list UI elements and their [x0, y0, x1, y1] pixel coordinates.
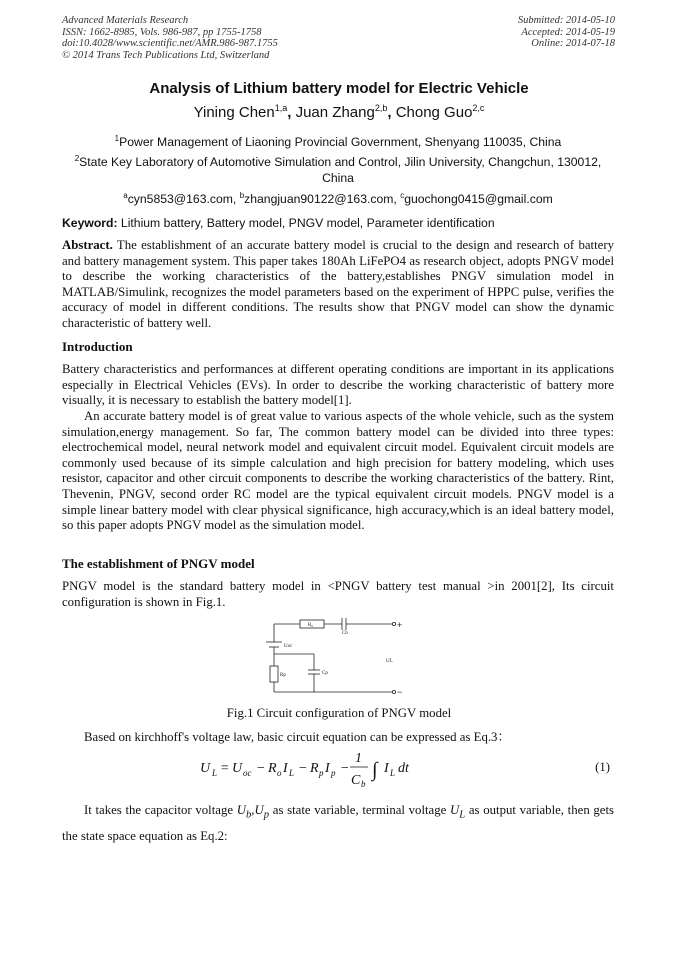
svg-text:−: −: [298, 761, 308, 776]
author-name: Juan Zhang: [295, 104, 375, 121]
svg-text:oc: oc: [243, 768, 252, 778]
svg-text:L: L: [289, 768, 295, 778]
affiliation-sup: 1: [114, 134, 120, 143]
svg-text:R: R: [310, 761, 319, 776]
accepted-date: Accepted: 2014-05-19: [521, 26, 615, 38]
keyword-line: [62, 216, 614, 230]
author-line: [0, 103, 678, 121]
email-sup: a: [123, 191, 128, 200]
terminal-negative: [392, 690, 395, 693]
svg-text:b: b: [361, 779, 366, 789]
pngv-circuit-diagram: [258, 612, 408, 702]
keyword-list: Lithium battery, Battery model, PNGV model, Parameter identification: [120, 216, 495, 230]
abstract-label: Abstract.: [62, 238, 113, 252]
svg-text:dt: dt: [398, 761, 409, 776]
svg-text:−: −: [340, 761, 350, 776]
issn-line: ISSN: 1662-8985, Vols. 986-987, pp 1755-1758: [62, 26, 262, 38]
email-address[interactable]: guochong0415@gmail.com: [404, 192, 553, 207]
email-line: $^a$cyn5853@163.com, $^b$zhangjuan90122@163.com, $^c$guochong0415@gmail.com: [123, 191, 553, 207]
abstract-text: The establishment of an accurate battery model is crucial to the design and research of battery and battery management system. This paper takes 180Ah LiFePO4 as research object, adopts PNGV model to describe the working characteristics of the battery,establishes PNGV simulation model in MATLAB/Simulink, recognizes the model parameters based on the experiment of HPPC pulse, verifies the accuracy of model in different conditions. The results show that PNGV model can show the dynamic characteristic of battery well.: [62, 238, 614, 330]
svg-text:R: R: [268, 761, 277, 776]
author-name: Chong Guo: [395, 104, 473, 121]
label-plus: +: [397, 620, 403, 630]
email-sup: b: [239, 191, 245, 200]
svg-text:L: L: [390, 768, 396, 778]
label-cp: Cp: [322, 671, 328, 676]
svg-text:I: I: [325, 761, 330, 776]
author-separator: ,: [287, 104, 296, 121]
email-address[interactable]: cyn5853@163.com: [127, 192, 233, 207]
svg-text:U: U: [232, 761, 243, 776]
svg-text:p: p: [331, 768, 336, 778]
affiliation-1: [62, 131, 614, 151]
intro-paragraph-2: An accurate battery model is of great value to various aspects of the whole vehicle, such as the system simulation,energy management. So far, The common battery model can be divided into three types: electrochemical model, neural network model and equivalent circuit model. Equivalent circuit models are commonly used because of its simple calculation and high precision for battery modeling, which uses resistor, capacitor and other circuit components to describe the working characteristics of the battery. Rint, Thevenin, PNGV, second order RC model are the typical equivalent circuit models. PNGV model is a simple linear battery model with clear physical significance, high accuracy,which is an ideal battery model, so this paper adopts PNGV model as the simulation model.: [62, 409, 614, 533]
equation-intro: Based on kirchhoff's voltage law, basic circuit equation can be expressed as Eq.3：: [84, 730, 511, 744]
state-text-b: as state variable, terminal voltage: [272, 803, 447, 817]
math-ub-up: $U_b,U_p$: [236, 803, 270, 821]
intro-paragraph-1: Battery characteristics and performances at different operating conditions are important in its applications especially in Electrical Vehicles (EVs). In order to describe the working characteristic of battery more visually, it is necessary to establish the battery model[1].: [62, 362, 614, 408]
state-space-paragraph: [62, 800, 614, 846]
section-heading-pngv: The establishment of PNGV model: [62, 556, 255, 571]
affiliation-text: State Key Laboratory of Automotive Simulation and Control, Jilin University, Changchun, 130012, China: [79, 155, 602, 185]
submitted-date: Submitted: 2014-05-10: [517, 15, 615, 26]
author-separator: ,: [387, 104, 396, 121]
svg-text:−: −: [256, 761, 266, 776]
resistor-rp: [270, 666, 278, 682]
journal-header-left: [62, 15, 278, 61]
abstract-paragraph: [62, 238, 614, 332]
author-sup: 2,b: [374, 103, 388, 113]
state-text-a: It takes the capacitor voltage: [84, 803, 234, 817]
label-ul: UL: [386, 659, 393, 664]
affiliation-sup: 2: [74, 154, 80, 163]
affiliation-text: Power Management of Liaoning Provincial Government, Shenyang 110035, China: [119, 135, 562, 150]
svg-text:I: I: [283, 761, 288, 776]
figure-caption: Fig.1 Circuit configuration of PNGV model: [226, 706, 452, 720]
state-text-c: as output variable, then gets the state space equation as Eq.2:: [62, 803, 615, 843]
equation-number: (1): [595, 760, 610, 774]
svg-text:=: =: [220, 761, 230, 776]
svg-text:L: L: [212, 768, 218, 778]
label-rp: Rp: [280, 673, 286, 678]
pngv-paragraph-1: PNGV model is the standard battery model in <PNGV battery test manual >in 2001[2], Its circuit configuration is shown in Fig.1.: [62, 579, 614, 609]
paper-title: Analysis of Lithium battery model for Electric Vehicle: [149, 80, 529, 97]
journal-name: Advanced Materials Research: [62, 15, 189, 26]
copyright-line: © 2014 Trans Tech Publications Ltd, Switzerland: [62, 49, 270, 61]
affiliation-2: [62, 151, 614, 186]
svg-text:∫: ∫: [372, 759, 378, 781]
author-name: Yining Chen: [193, 104, 275, 121]
label-cb: Cb: [342, 631, 348, 636]
math-ul: $U_L$: [450, 803, 466, 821]
label-uoc: Uoc: [284, 644, 293, 649]
author-sup: 2,c: [472, 103, 485, 113]
keyword-label: Keyword:: [62, 216, 118, 230]
label-ro: R₀: [308, 623, 314, 628]
author-sup: 1,a: [274, 103, 288, 113]
journal-header-right: [518, 15, 615, 50]
terminal-positive: [392, 622, 395, 625]
svg-text:p: p: [319, 768, 324, 778]
equation-1: [200, 748, 450, 790]
svg-text:I: I: [384, 761, 389, 776]
svg-text:1: 1: [355, 751, 362, 766]
online-date: Online: 2014-07-18: [531, 38, 615, 49]
svg-text:o: o: [277, 768, 282, 778]
email-sup: c: [400, 191, 405, 200]
svg-text:C: C: [351, 773, 361, 788]
section-heading-introduction: Introduction: [62, 339, 133, 354]
label-minus: −: [397, 687, 403, 697]
email-address[interactable]: zhangjuan90122@163.com: [244, 192, 394, 207]
doi-line: doi:10.4028/www.scientific.net/AMR.986-987.1755: [62, 38, 278, 49]
svg-text:U: U: [200, 761, 211, 776]
